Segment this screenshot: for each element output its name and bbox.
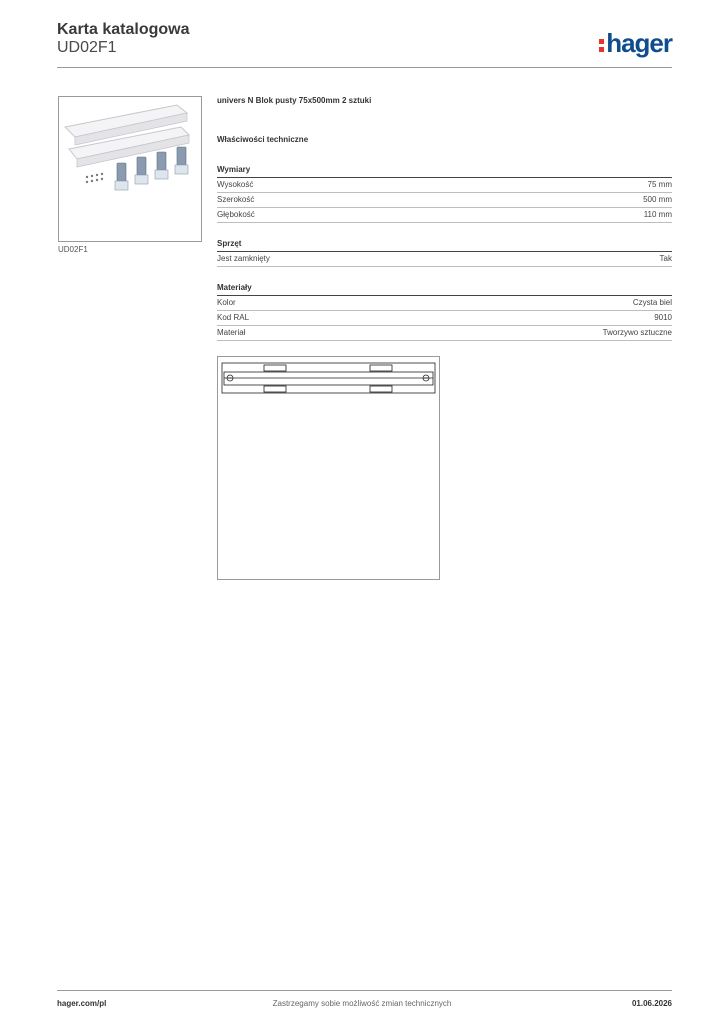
spec-row — [217, 178, 672, 193]
document-title: Karta katalogowa — [57, 21, 190, 38]
spec-value: 110 mm — [643, 210, 672, 219]
spec-group-title: Wymiary — [217, 163, 672, 178]
spec-group-materials — [217, 281, 672, 341]
spec-row — [217, 252, 672, 267]
spec-label: Wysokość — [217, 180, 254, 189]
footer-date: 01.06.2026 — [631, 999, 672, 1008]
footer-website-link[interactable]: hager.com/pl — [57, 999, 107, 1008]
specs-section-title: Właściwości techniczne — [217, 135, 309, 144]
spec-value: 500 mm — [643, 195, 672, 204]
spec-row — [217, 193, 672, 208]
product-title: univers N Blok pusty 75x500mm 2 sztuki — [217, 96, 372, 105]
spec-label: Głębokość — [217, 210, 255, 219]
logo-text: hager — [606, 28, 672, 58]
spec-value: 75 mm — [647, 180, 672, 189]
spec-value: Tworzywo sztuczne — [602, 328, 672, 337]
technical-drawing — [217, 356, 440, 580]
spec-label: Materiał — [217, 328, 246, 337]
footer-divider — [57, 990, 672, 991]
hager-logo — [599, 28, 672, 59]
spec-group-dimensions — [217, 163, 672, 223]
image-caption: UD02F1 — [58, 245, 88, 254]
spec-row — [217, 311, 672, 326]
spec-label: Szerokość — [217, 195, 255, 204]
spec-row — [217, 208, 672, 223]
spec-group-title: Sprzęt — [217, 237, 672, 252]
product-photo-icon — [59, 97, 201, 241]
spec-label: Jest zamknięty — [217, 254, 270, 263]
spec-value: Tak — [659, 254, 672, 263]
spec-label: Kod RAL — [217, 313, 250, 322]
product-details — [217, 96, 672, 364]
spec-group-title: Materiały — [217, 281, 672, 296]
logo-dots-icon — [599, 36, 604, 55]
footer-disclaimer: Zastrzegamy sobie możliwość zmian technicznych — [272, 999, 452, 1008]
spec-value: 9010 — [654, 313, 672, 322]
product-image — [58, 96, 202, 242]
product-code: UD02F1 — [57, 39, 117, 56]
spec-row — [217, 326, 672, 341]
spec-group-hardware — [217, 237, 672, 267]
drawing-front-view-icon — [218, 357, 439, 579]
spec-row — [217, 296, 672, 311]
spec-label: Kolor — [217, 298, 236, 307]
spec-value: Czysta biel — [632, 298, 672, 307]
header-divider — [57, 67, 672, 68]
